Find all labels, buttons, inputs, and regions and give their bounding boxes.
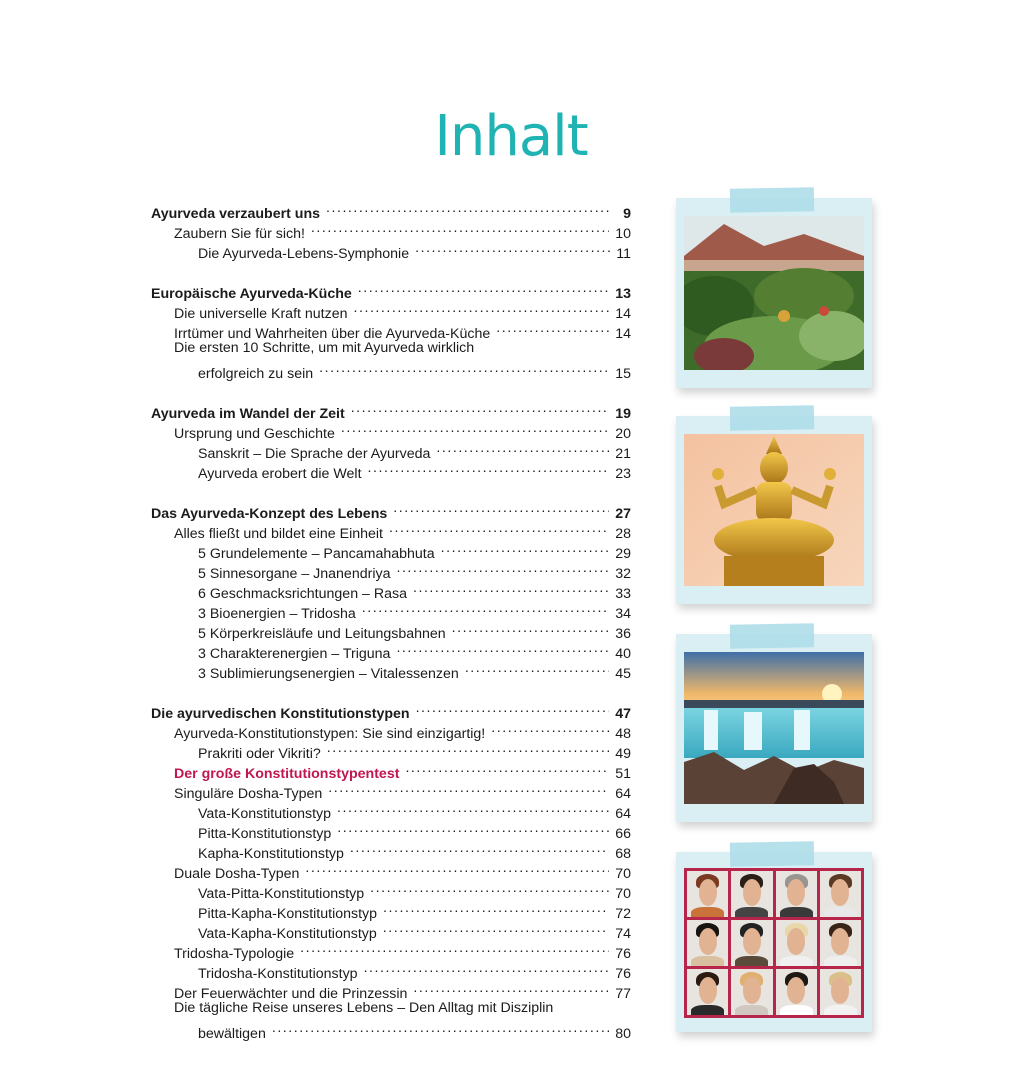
garden-photo: [684, 216, 864, 370]
toc-entry[interactable]: 5 Sinnesorgane – Jnanendriya . . . 32: [151, 558, 631, 578]
toc-entry[interactable]: Prakriti oder Vikriti? . . . 49: [151, 738, 631, 758]
page-number: 80: [615, 1026, 631, 1042]
portrait: [731, 969, 772, 1015]
tape-strip: [730, 187, 814, 212]
toc-entry[interactable]: 3 Sublimierungsenergien – Vitalessenzen . . . 45: [151, 658, 631, 678]
page-number: 77: [615, 986, 631, 1002]
toc-entry[interactable]: Der Feuerwächter und die Prinzessin . . . 77: [151, 978, 631, 998]
page-number: 9: [623, 206, 631, 222]
photo-card-garden: [676, 198, 872, 388]
page-number: 49: [615, 746, 631, 762]
table-of-contents: [151, 198, 631, 1042]
toc-entry[interactable]: 5 Grundelemente – Pancamahabhuta . . . 29: [151, 538, 631, 558]
portrait: [687, 920, 728, 966]
portrait: [731, 920, 772, 966]
toc-entry[interactable]: Ursprung und Geschichte . . . 20: [151, 418, 631, 438]
page-number: 33: [615, 586, 631, 602]
page-number: 23: [615, 466, 631, 482]
toc-section[interactable]: Ayurveda im Wandel der Zeit . . . 19: [151, 398, 631, 418]
toc-entry[interactable]: Duale Dosha-Typen . . . 70: [151, 858, 631, 878]
toc-entry[interactable]: Irrtümer und Wahrheiten über die Ayurveda-Küche . . . 14: [151, 318, 631, 338]
page-number: 66: [615, 826, 631, 842]
page-number: 47: [615, 706, 631, 722]
page-number: 51: [615, 766, 631, 782]
toc-entry[interactable]: Sanskrit – Die Sprache der Ayurveda . . . 21: [151, 438, 631, 458]
photo-card-portraits: [676, 852, 872, 1032]
portrait: [776, 871, 817, 917]
toc-entry[interactable]: Pitta-Konstitutionstyp . . . 66: [151, 818, 631, 838]
portrait: [776, 969, 817, 1015]
page-number: 64: [615, 786, 631, 802]
page-number: 36: [615, 626, 631, 642]
page-number: 15: [615, 366, 631, 382]
page-number: 27: [615, 506, 631, 522]
toc-section[interactable]: Das Ayurveda-Konzept des Lebens . . . 27: [151, 498, 631, 518]
waterfall-sunset-photo: [684, 652, 864, 804]
toc-entry[interactable]: Ayurveda-Konstitutionstypen: Sie sind einzigartig! . . . 48: [151, 718, 631, 738]
page-number: 14: [615, 326, 631, 342]
toc-entry[interactable]: erfolgreich zu sein . . . 15: [151, 358, 631, 378]
page-title: Inhalt: [434, 104, 588, 169]
page-number: 34: [615, 606, 631, 622]
toc-entry[interactable]: Alles fließt und bildet eine Einheit . . . 28: [151, 518, 631, 538]
toc-entry[interactable]: Ayurveda erobert die Welt . . . 23: [151, 458, 631, 478]
page-number: 14: [615, 306, 631, 322]
toc-entry[interactable]: Kapha-Konstitutionstyp . . . 68: [151, 838, 631, 858]
page-number: 20: [615, 426, 631, 442]
toc-entry[interactable]: Zaubern Sie für sich! . . . 10: [151, 218, 631, 238]
page-number: 64: [615, 806, 631, 822]
toc-section[interactable]: Die ayurvedischen Konstitutionstypen . . . 47: [151, 698, 631, 718]
toc-entry[interactable]: Vata-Pitta-Konstitutionstyp . . . 70: [151, 878, 631, 898]
toc-entry[interactable]: Pitta-Kapha-Konstitutionstyp . . . 72: [151, 898, 631, 918]
page-number: 76: [615, 946, 631, 962]
toc-entry-highlight[interactable]: Der große Konstitutionstypentest . . . 51: [151, 758, 631, 778]
toc-entry[interactable]: Vata-Konstitutionstyp . . . 64: [151, 798, 631, 818]
portrait: [731, 871, 772, 917]
page-number: 70: [615, 886, 631, 902]
page-number: 40: [615, 646, 631, 662]
golden-deity-statue-photo: [684, 434, 864, 586]
toc-entry[interactable]: Singuläre Dosha-Typen . . . 64: [151, 778, 631, 798]
page-number: 70: [615, 866, 631, 882]
portrait: [820, 920, 861, 966]
toc-entry[interactable]: 3 Charakterenergien – Triguna . . . 40: [151, 638, 631, 658]
page-number: 68: [615, 846, 631, 862]
photo-card-waterfall: [676, 634, 872, 822]
toc-entry-line[interactable]: Die tägliche Reise unseres Lebens – Den Alltag mit Disziplin: [174, 1000, 554, 1016]
toc-section[interactable]: Ayurveda verzaubert uns . . . 9: [151, 198, 631, 218]
portrait: [687, 969, 728, 1015]
tape-strip: [730, 623, 814, 648]
tape-strip: [730, 405, 814, 430]
page-number: 13: [615, 286, 631, 302]
toc-entry[interactable]: 5 Körperkreisläufe und Leitungsbahnen . . . 36: [151, 618, 631, 638]
toc-section[interactable]: Europäische Ayurveda-Küche . . . 13: [151, 278, 631, 298]
portrait: [776, 920, 817, 966]
page-number: 72: [615, 906, 631, 922]
toc-entry[interactable]: 6 Geschmacksrichtungen – Rasa . . . 33: [151, 578, 631, 598]
page-number: 19: [615, 406, 631, 422]
page-number: 76: [615, 966, 631, 982]
page-number: 45: [615, 666, 631, 682]
toc-entry[interactable]: Tridosha-Konstitutionstyp . . . 76: [151, 958, 631, 978]
portrait: [687, 871, 728, 917]
portrait: [820, 969, 861, 1015]
page-number: 74: [615, 926, 631, 942]
page-number: 21: [615, 446, 631, 462]
page-number: 10: [615, 226, 631, 242]
toc-entry[interactable]: 3 Bioenergien – Tridosha . . . 34: [151, 598, 631, 618]
toc-entry[interactable]: Vata-Kapha-Konstitutionstyp . . . 74: [151, 918, 631, 938]
page-number: 48: [615, 726, 631, 742]
portrait-grid-photo: [684, 868, 864, 1018]
toc-entry-line[interactable]: Die ersten 10 Schritte, um mit Ayurveda wirklich: [174, 340, 475, 356]
toc-entry[interactable]: Tridosha-Typologie . . . 76: [151, 938, 631, 958]
toc-entry[interactable]: bewältigen . . . 80: [151, 1018, 631, 1038]
page-number: 28: [615, 526, 631, 542]
toc-entry[interactable]: Die universelle Kraft nutzen . . . 14: [151, 298, 631, 318]
page-number: 29: [615, 546, 631, 562]
tape-strip: [730, 841, 814, 866]
page-number: 32: [615, 566, 631, 582]
page-number: 11: [616, 246, 631, 262]
photo-card-statue: [676, 416, 872, 604]
portrait: [820, 871, 861, 917]
toc-entry[interactable]: Die Ayurveda-Lebens-Symphonie . . . 11: [151, 238, 631, 258]
